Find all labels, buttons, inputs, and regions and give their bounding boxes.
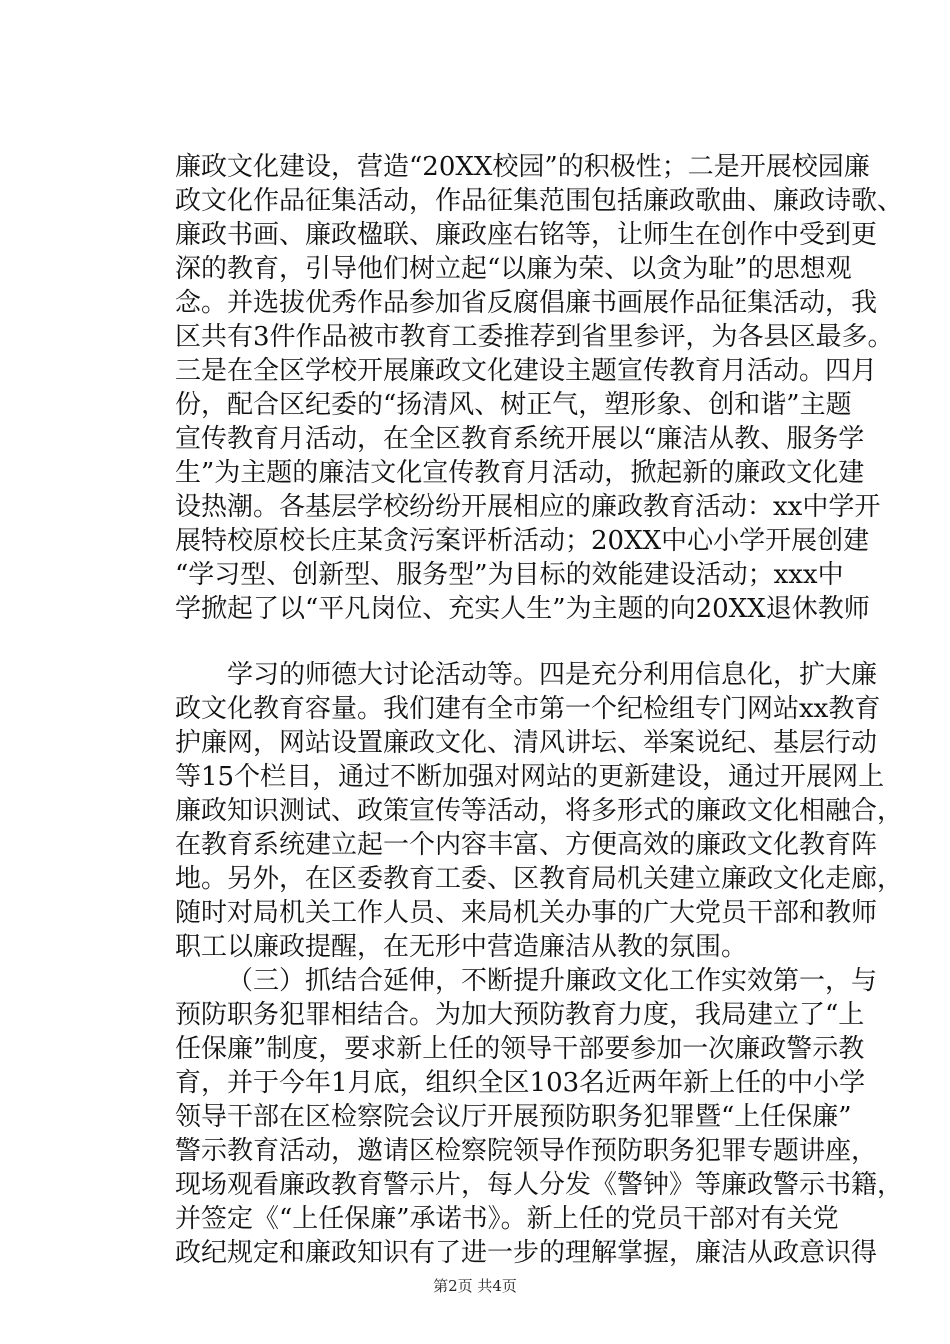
paragraph-line: 区共有3件作品被市教育工委推荐到省里参评，为各县区最多。 xyxy=(175,322,894,352)
paragraph-line: 念。并选拔优秀作品参加省反腐倡廉书画展作品征集活动，我 xyxy=(175,288,878,318)
paragraph-line: 护廉网，网站设置廉政文化、清风讲坛、举案说纪、基层行动 xyxy=(175,728,878,758)
paragraph-line: 政文化作品征集活动，作品征集范围包括廉政歌曲、廉政诗歌、 xyxy=(175,186,904,216)
paragraph-line: 份，配合区纪委的“扬清风、树正气，塑形象、创和谐”主题 xyxy=(175,390,852,420)
paragraph-line: （三）抓结合延伸，不断提升廉政文化工作实效第一，与 xyxy=(227,966,878,996)
paragraph-line: 廉政知识测试、政策宣传等活动，将多形式的廉政文化相融合， xyxy=(175,796,904,826)
paragraph-line: 三是在全区学校开展廉政文化建设主题宣传教育月活动。四月 xyxy=(175,356,878,386)
paragraph-line: 并签定《“上任保廉”承诺书》。新上任的党员干部对有关党 xyxy=(175,1204,839,1234)
paragraph-line: 任保廉”制度，要求新上任的领导干部要参加一次廉政警示教 xyxy=(175,1034,865,1064)
paragraph-line: 育，并于今年1月底，组织全区103名近两年新上任的中小学 xyxy=(175,1068,866,1098)
paragraph-line: “学习型、创新型、服务型”为目标的效能建设活动；xxx中 xyxy=(175,560,844,590)
paragraph-line: 随时对局机关工作人员、来局机关办事的广大党员干部和教师 xyxy=(175,898,878,928)
paragraph-line: 展特校原校长庄某贪污案评析活动；20XX中心小学开展创建 xyxy=(175,526,870,556)
paragraph-line: 预防职务犯罪相结合。为加大预防教育力度，我局建立了“上 xyxy=(175,1000,865,1030)
paragraph-line: 设热潮。各基层学校纷纷开展相应的廉政教育活动：xx中学开 xyxy=(175,492,881,522)
paragraph-line: 职工以廉政提醒，在无形中营造廉洁从教的氛围。 xyxy=(175,932,748,962)
paragraph-line: 地。另外，在区委教育工委、区教育局机关建立廉政文化走廊， xyxy=(175,864,904,894)
paragraph-line: 深的教育，引导他们树立起“以廉为荣、以贪为耻”的思想观 xyxy=(175,254,852,284)
paragraph-line: 廉政文化建设，营造“20XX校园”的积极性；二是开展校园廉 xyxy=(175,152,870,182)
paragraph-line: 领导干部在区检察院会议厅开展预防职务犯罪暨“上任保廉” xyxy=(175,1102,852,1132)
paragraph-line: 政纪规定和廉政知识有了进一步的理解掌握，廉洁从政意识得 xyxy=(175,1238,878,1268)
paragraph-line: 等15个栏目，通过不断加强对网站的更新建设，通过开展网上 xyxy=(175,762,885,792)
paragraph-line: 政文化教育容量。我们建有全市第一个纪检组专门网站xx教育 xyxy=(175,694,881,724)
paragraph-line: 在教育系统建立起一个内容丰富、方便高效的廉政文化教育阵 xyxy=(175,830,878,860)
paragraph-line: 生”为主题的廉洁文化宣传教育月活动，掀起新的廉政文化建 xyxy=(175,458,865,488)
paragraph-line: 宣传教育月活动，在全区教育系统开展以“廉洁从教、服务学 xyxy=(175,424,865,454)
paragraph-line: 现场观看廉政教育警示片，每人分发《警钟》等廉政警示书籍， xyxy=(175,1170,904,1200)
page-footer: 第2页 共4页 xyxy=(433,1277,517,1295)
paragraph-line: 学掀起了以“平凡岗位、充实人生”为主题的向20XX退休教师 xyxy=(175,594,870,624)
paragraph-line: 学习的师德大讨论活动等。四是充分利用信息化，扩大廉 xyxy=(227,660,878,690)
paragraph-line: 廉政书画、廉政楹联、廉政座右铭等，让师生在创作中受到更 xyxy=(175,220,878,250)
paragraph-line: 警示教育活动，邀请区检察院领导作预防职务犯罪专题讲座， xyxy=(175,1136,878,1166)
